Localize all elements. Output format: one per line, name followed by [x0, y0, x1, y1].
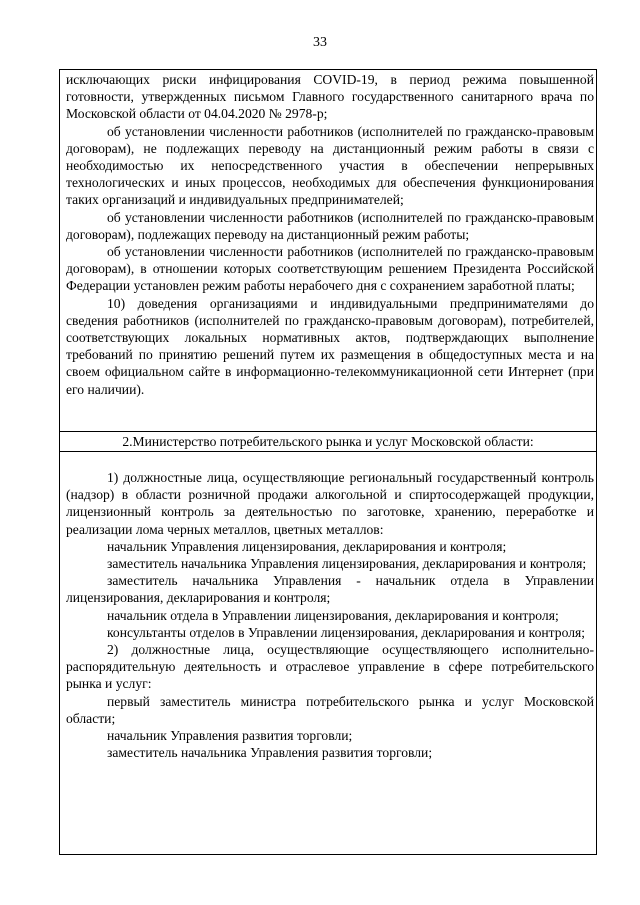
paragraph: исключающих риски инфицирования COVID-19, в период режима повышенной готовности, утвержденных письмом Главного государственного санитарного врача по Московской области от 04.04.2020 № 2978-р;	[66, 72, 594, 122]
paragraph: консультанты отделов в Управлении лицензирования, декларирования и контроля;	[107, 624, 586, 640]
paragraph: начальник Управления лицензирования, декларирования и контроля;	[107, 538, 507, 554]
paragraph: 1) должностные лица, осуществляющие региональный государственный контроль (надзор) в области розничной продажи алкогольной и спиртосодержащей продукции, лицензионный контроль за деятельностью по заготовке, хранению, переработке и реализации лома черных металлов, цветных металлов:	[66, 470, 594, 537]
paragraph: об установлении численности работников (исполнителей по гражданско-правовым договорам), не подлежащих переводу на дистанционный режим работы в связи с необходимостью их непосредственного участия в обеспечении непрерывных технологических и иных процессов, необходимых для обеспечения функционирования таких организаций и индивидуальных предпринимателей;	[66, 123, 594, 208]
paragraph: 2) должностные лица, осуществляющие осуществляющего исполнительно-распорядительную деятельность и отраслевое управление в сфере потребительского рынка и услуг:	[66, 642, 594, 692]
paragraph: об установлении численности работников (исполнителей по гражданско-правовым договорам), в отношении которых соответствующим решением Президента Российской Федерации установлен режим работы нерабочего дня с сохранением заработной платы;	[66, 244, 594, 294]
paragraph: заместитель начальника Управления лицензирования, декларирования и контроля;	[107, 556, 587, 572]
table-row-ministry	[60, 451, 596, 854]
table-row-continuation	[60, 70, 596, 431]
paragraph: начальник отдела в Управлении лицензирования, декларирования и контроля;	[107, 607, 559, 623]
document-table	[59, 69, 597, 855]
paragraph: заместитель начальника Управления - начальник отдела в Управлении лицензирования, декларирования и контроля;	[66, 573, 594, 606]
paragraph: заместитель начальника Управления развития торговли;	[107, 745, 433, 761]
paragraph: начальник Управления развития торговли;	[107, 728, 353, 744]
paragraph: 10) доведения организациями и индивидуальными предпринимателями до сведения работников (исполнителей по гражданско-правовым договорам), потребителей, соответствующих локальных нормативных актов, подтверждающих выполнение требований по принятию решений путем их размещения в общедоступных места и на своем официальном сайте в информационно-телекоммуникационной сети Интернет (при его наличии).	[66, 295, 594, 397]
paragraph: об установлении численности работников (исполнителей по гражданско-правовым договорам), подлежащих переводу на дистанционный режим работы;	[66, 209, 594, 242]
section-heading: 2.Министерство потребительского рынка и услуг Московской области:	[60, 431, 596, 451]
paragraph: первый заместитель министра потребительского рынка и услуг Московской области;	[66, 693, 594, 726]
page-number: 33	[313, 35, 327, 50]
